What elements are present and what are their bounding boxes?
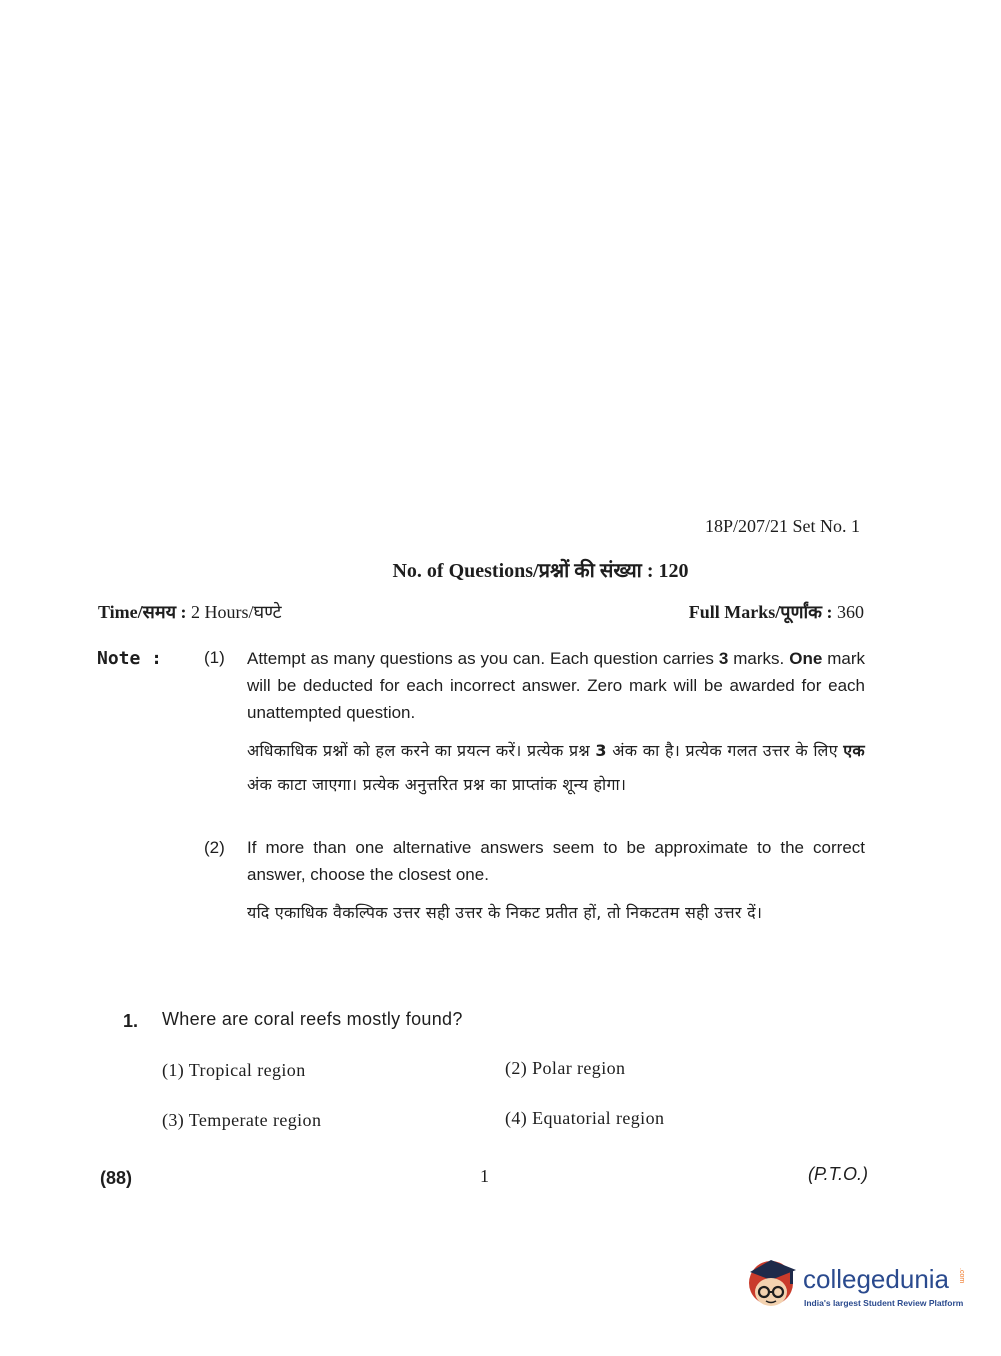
questions-count-value: 120: [658, 560, 689, 582]
full-marks-info: [560, 600, 864, 624]
note-item-1-english: [247, 645, 865, 726]
option-1-text: Tropical region: [188, 1060, 306, 1080]
option-3: [162, 1110, 321, 1131]
option-4-text: Equatorial region: [532, 1108, 665, 1128]
option-4: [505, 1108, 664, 1129]
note-1-en-pre: Attempt as many questions as you can. Each question carries: [247, 649, 719, 668]
note-1-en-bold-one: One: [789, 649, 823, 668]
time-info: [98, 600, 282, 624]
question-text: Where are coral reefs mostly found?: [162, 1009, 463, 1029]
footer-code: (88): [100, 1168, 133, 1188]
brand-name: collegedunia: [803, 1264, 950, 1294]
marks-value: 360: [837, 602, 864, 622]
option-3-number: (3): [162, 1110, 185, 1130]
note-label: Note :: [97, 648, 163, 669]
questions-count-label: No. of Questions/प्रश्नों की संख्या :: [392, 560, 654, 582]
questions-count-heading: [0, 556, 1001, 583]
marks-label: Full Marks/पूर्णांक :: [688, 602, 833, 622]
question-number: 1.: [123, 1011, 139, 1031]
option-1: [162, 1060, 306, 1081]
note-1-hi-mid: अंक का है। प्रत्येक गलत उत्तर के लिए: [606, 741, 844, 760]
option-2-number: (2): [505, 1058, 528, 1078]
paper-code: 18P/207/21 Set No. 1: [704, 516, 860, 536]
brand-tagline: India's largest Student Review Platform: [804, 1298, 964, 1308]
time-value: 2 Hours/घण्टे: [191, 602, 282, 622]
brand-domain: .com: [958, 1268, 965, 1284]
note-1-hi-post: अंक काटा जाएगा। प्रत्येक अनुत्तरित प्रश्न का प्राप्तांक शून्य होगा।: [247, 775, 627, 794]
option-2: [505, 1058, 625, 1079]
mascot-logo-icon: [740, 1250, 802, 1312]
note-item-1-number: (1): [204, 648, 225, 667]
option-4-number: (4): [505, 1108, 528, 1128]
note-item-1-hindi: [247, 734, 865, 802]
note-item-2-hindi: यदि एकाधिक वैकल्पिक उत्तर सही उत्तर के निकट प्रतीत हों, तो निकटतम सही उत्तर दें।: [247, 903, 763, 922]
note-item-2-english: If more than one alternative answers seem to be approximate to the correct answer, choose the closest one.: [247, 838, 865, 884]
note-1-hi-bold-ek: एक: [843, 741, 866, 760]
note-1-en-post: mark will be deducted for each incorrect answer. Zero mark will be awarded for each unattempted question.: [247, 649, 866, 722]
option-2-text: Polar region: [532, 1058, 626, 1078]
page-number: 1: [480, 1166, 489, 1186]
time-label: Time/समय :: [98, 602, 187, 622]
note-item-2-number: (2): [204, 838, 225, 857]
note-1-hi-pre: अधिकाधिक प्रश्नों को हल करने का प्रयत्न करें। प्रत्येक प्रश्न: [247, 741, 596, 760]
note-1-hi-bold-3: 3: [595, 741, 607, 760]
note-1-en-mid: marks.: [728, 649, 790, 668]
pto-label: (P.T.O.): [807, 1164, 868, 1184]
option-3-text: Temperate region: [188, 1110, 322, 1130]
note-1-en-bold-3: 3: [718, 649, 729, 668]
option-1-number: (1): [162, 1060, 185, 1080]
